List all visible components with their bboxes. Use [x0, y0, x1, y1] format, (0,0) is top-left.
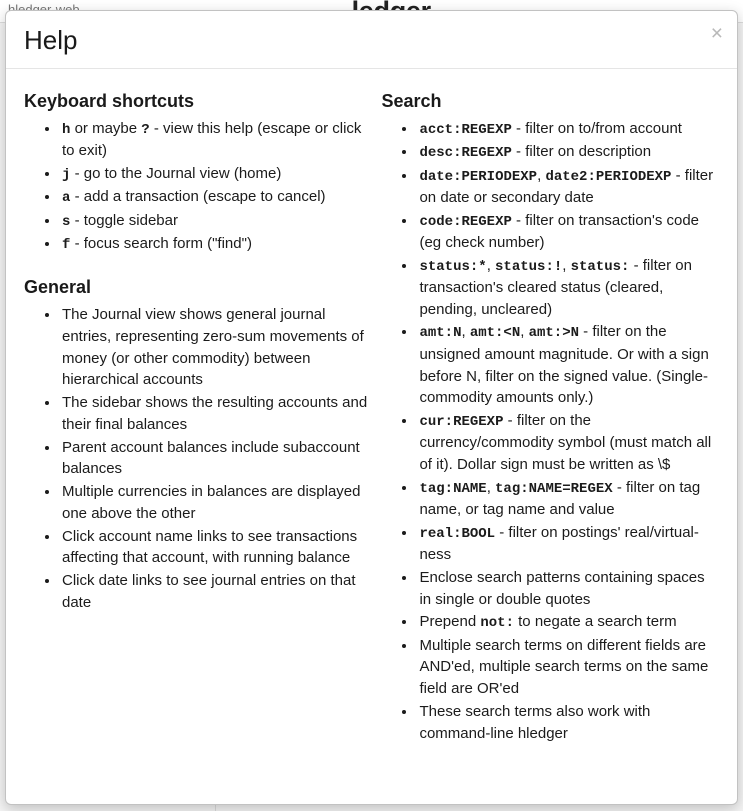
search-query-date: date:PERIODEXP	[419, 168, 538, 185]
search-query-text: - filter on tag name, or tag name and value	[419, 478, 701, 519]
shortcut-text: - toggle sidebar	[70, 211, 178, 229]
list-item	[60, 118, 371, 162]
search-query-text: - filter on postings' real/virtual-ness	[419, 523, 699, 564]
general-list	[24, 304, 371, 614]
shortcut-text: - add a transaction (escape to cancel)	[70, 188, 326, 206]
shortcut-key-s: s	[62, 213, 71, 230]
search-query-desc: desc:REGEXP	[419, 145, 512, 162]
help-column-right	[381, 91, 719, 745]
search-query-status-pending: status:!	[495, 258, 563, 275]
list-item: • Multiple search terms on different fields are AND'ed, multiple search terms on the same field are OR'ed	[417, 635, 719, 700]
search-query-text-before: Prepend	[419, 613, 481, 631]
shortcut-key-j: j	[62, 167, 71, 184]
search-query-tag: tag:NAME	[419, 480, 487, 497]
list-item	[417, 210, 719, 254]
list-item	[60, 210, 371, 232]
list-item	[417, 165, 719, 209]
search-query-text: to negate a search term	[513, 613, 677, 631]
shortcut-text: - go to the Journal view (home)	[70, 165, 282, 183]
search-query-desc-text: - filter on to/from account	[511, 120, 682, 137]
separator: ,	[461, 323, 470, 341]
shortcut-key-a: a	[62, 190, 71, 207]
search-query-text: - filter on description	[511, 143, 652, 161]
search-query-status-all: status:*	[419, 258, 487, 275]
search-query-text: - filter on transaction's code (eg check number)	[419, 211, 700, 251]
list-item	[417, 611, 719, 633]
help-column-left	[24, 91, 381, 745]
help-dialog	[5, 10, 738, 805]
shortcut-key-h: h	[62, 122, 71, 138]
keyboard-shortcuts-heading: Keyboard shortcuts	[24, 91, 195, 111]
search-query-acct: acct:REGEXP	[419, 122, 512, 138]
general-heading: General	[24, 277, 92, 298]
list-item	[417, 118, 719, 140]
search-query-cur: cur:REGEXP	[419, 414, 504, 431]
search-query-amt-gt: amt:>N	[528, 325, 580, 342]
search-query-text: - filter on transaction's cleared status (cleared, pending, uncleared)	[419, 256, 692, 318]
separator: ,	[520, 323, 529, 341]
search-query-real: real:BOOL	[419, 525, 496, 542]
shortcut-key-f: f	[62, 236, 71, 253]
list-item	[417, 141, 719, 163]
search-heading: Search	[381, 91, 442, 111]
shortcut-text: - view this help (escape or click to exit)	[62, 120, 362, 160]
search-query-tag-value: tag:NAME=REGEX	[495, 480, 613, 497]
shortcut-text: or maybe	[70, 120, 142, 137]
separator: ,	[486, 256, 496, 274]
search-query-code: code:REGEXP	[419, 213, 512, 230]
help-dialog-header	[6, 11, 737, 69]
close-icon[interactable]: ×	[710, 22, 723, 45]
search-query-text: - filter on the currency/commodity symbol (must match all of it). Dollar sign must be written as \$	[419, 412, 712, 474]
list-item: • These search terms also work with command-line hledger	[417, 701, 719, 745]
search-query-text: - filter on the unsigned amount magnitude. Or with a sign before N, filter on the signed value. (Single-commodity amounts only.)	[419, 323, 709, 407]
list-item	[60, 163, 371, 185]
search-query-amt: amt:N	[419, 325, 462, 342]
search-query-status-empty: status:	[570, 258, 630, 275]
list-item	[60, 186, 371, 208]
list-item: • Enclose search patterns containing spaces in single or double quotes	[417, 567, 719, 611]
list-item: • Click date links to see journal entries on that date	[60, 570, 371, 614]
search-query-date2: date2:PERIODEXP	[545, 168, 672, 185]
search-query-amt-lt: amt:<N	[469, 325, 521, 342]
separator: ,	[486, 478, 496, 496]
search-query-not: not:	[480, 615, 514, 632]
shortcut-key-question: ?	[141, 122, 150, 138]
list-item: • The Journal view shows general journal entries, representing zero-sum movements of money (or other commodity) between hierarchical accounts	[60, 304, 371, 391]
list-item	[417, 255, 719, 321]
keyboard-shortcuts-list	[24, 118, 371, 255]
shortcut-text: - focus search form ("find")	[70, 234, 252, 252]
search-query-text: - filter on date or secondary date	[419, 166, 714, 206]
list-item: • The sidebar shows the resulting accounts and their final balances	[60, 392, 371, 436]
help-dialog-body	[6, 69, 737, 755]
separator: ,	[537, 166, 546, 184]
list-item	[417, 522, 719, 566]
list-item: • Multiple currencies in balances are displayed one above the other	[60, 481, 371, 525]
list-item	[417, 477, 719, 521]
list-item	[60, 233, 371, 255]
list-item: • Parent account balances include subaccount balances	[60, 437, 371, 481]
separator: ,	[562, 256, 571, 274]
search-help-list	[381, 118, 719, 744]
list-item	[417, 321, 719, 409]
help-dialog-title: Help	[24, 25, 78, 55]
list-item	[417, 410, 719, 476]
list-item: • Click account name links to see transactions affecting that account, with running balance	[60, 526, 371, 570]
